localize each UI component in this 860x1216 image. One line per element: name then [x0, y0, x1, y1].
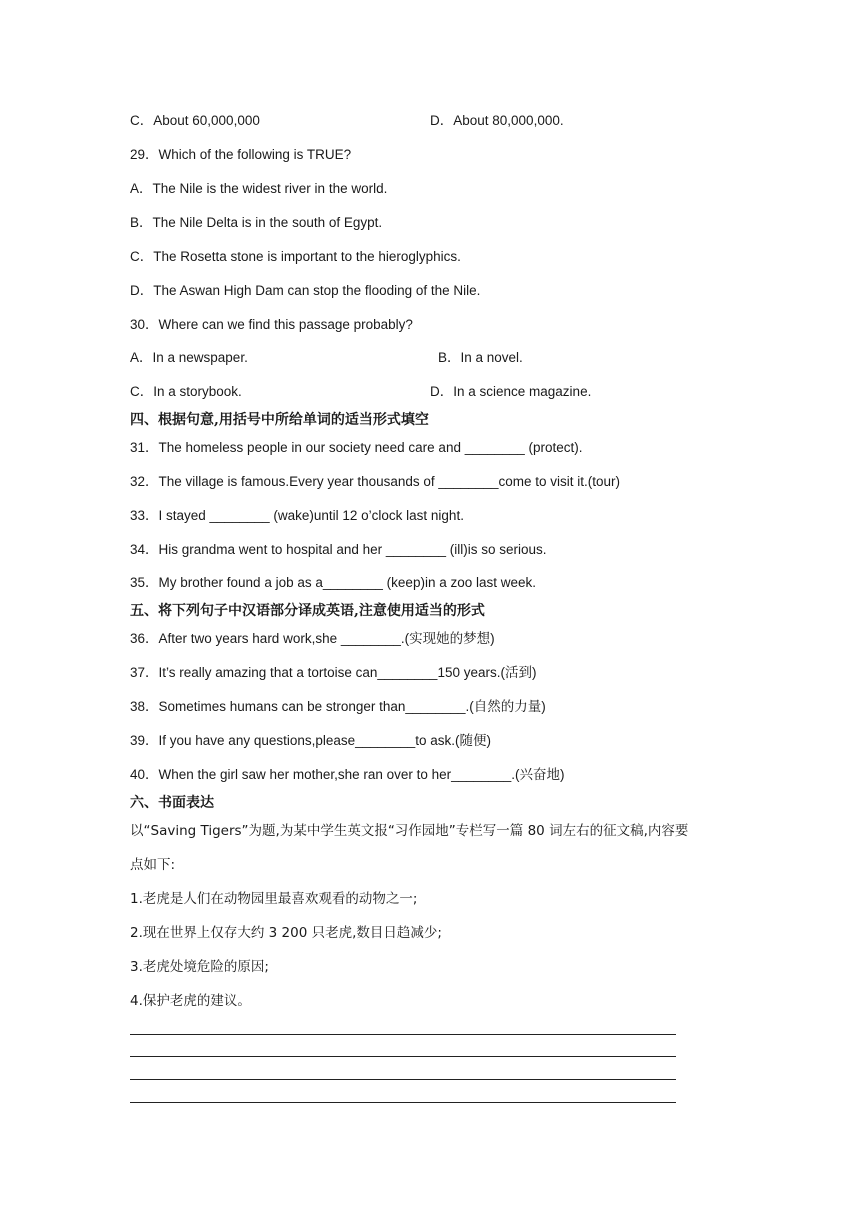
q36-item: 36．After two years hard work,she ________.(实现她的梦想) [130, 631, 495, 646]
q40-item: 40．When the girl saw her mother,she ran over to her________.(兴奋地) [130, 767, 565, 782]
writing-answer-line[interactable] [130, 1079, 676, 1080]
writing-point-3: 3.老虎处境危险的原因; [130, 959, 269, 975]
writing-prompt-line2: 点如下: [130, 857, 176, 873]
q30-option-d: D．In a science magazine. [430, 384, 592, 399]
writing-answer-line[interactable] [130, 1056, 676, 1057]
writing-point-2: 2.现在世界上仅存大约 3 200 只老虎,数目日趋减少; [130, 925, 442, 941]
q30-option-a: A．In a newspaper. [130, 350, 248, 365]
q38-item: 38．Sometimes humans can be stronger than________.(自然的力量) [130, 699, 546, 714]
q28-option-d: D．About 80,000,000. [430, 113, 564, 128]
q29-option-d: D．The Aswan High Dam can stop the flooding of the Nile. [130, 283, 481, 298]
q28-option-c: C．About 60,000,000 [130, 113, 260, 128]
q30-stem: 30．Where can we find this passage probably? [130, 317, 413, 332]
q29-option-b: B．The Nile Delta is in the south of Egypt. [130, 215, 383, 230]
writing-prompt-line1: 以“Saving Tigers”为题,为某中学生英文报“习作园地”专栏写一篇 80 词左右的征文稿,内容要 [130, 823, 689, 839]
q30-option-c: C．In a storybook. [130, 384, 242, 399]
q33-item: 33．I stayed ________ (wake)until 12 o’clock last night. [130, 508, 464, 523]
writing-point-1: 1.老虎是人们在动物园里最喜欢观看的动物之一; [130, 891, 418, 907]
writing-answer-line[interactable] [130, 1034, 676, 1035]
writing-answer-line[interactable] [130, 1102, 676, 1103]
q30-option-b: B．In a novel. [438, 350, 523, 365]
section4-heading: 四、根据句意,用括号中所给单词的适当形式填空 [130, 412, 429, 428]
writing-point-4: 4.保护老虎的建议。 [130, 993, 251, 1009]
q37-item: 37．It’s really amazing that a tortoise can________150 years.(活到) [130, 665, 537, 680]
q35-item: 35．My brother found a job as a________ (keep)in a zoo last week. [130, 575, 537, 590]
section5-heading: 五、将下列句子中汉语部分译成英语,注意使用适当的形式 [130, 603, 485, 619]
q34-item: 34．His grandma went to hospital and her ________ (ill)is so serious. [130, 542, 547, 557]
q29-stem: 29．Which of the following is TRUE? [130, 147, 352, 162]
q31-item: 31．The homeless people in our society need care and ________ (protect). [130, 440, 583, 455]
section6-heading: 六、书面表达 [130, 795, 214, 811]
q39-item: 39．If you have any questions,please________to ask.(随便) [130, 733, 491, 748]
q29-option-a: A．The Nile is the widest river in the world. [130, 181, 388, 196]
q29-option-c: C．The Rosetta stone is important to the hieroglyphics. [130, 249, 461, 264]
q32-item: 32．The village is famous.Every year thousands of ________come to visit it.(tour) [130, 474, 620, 489]
